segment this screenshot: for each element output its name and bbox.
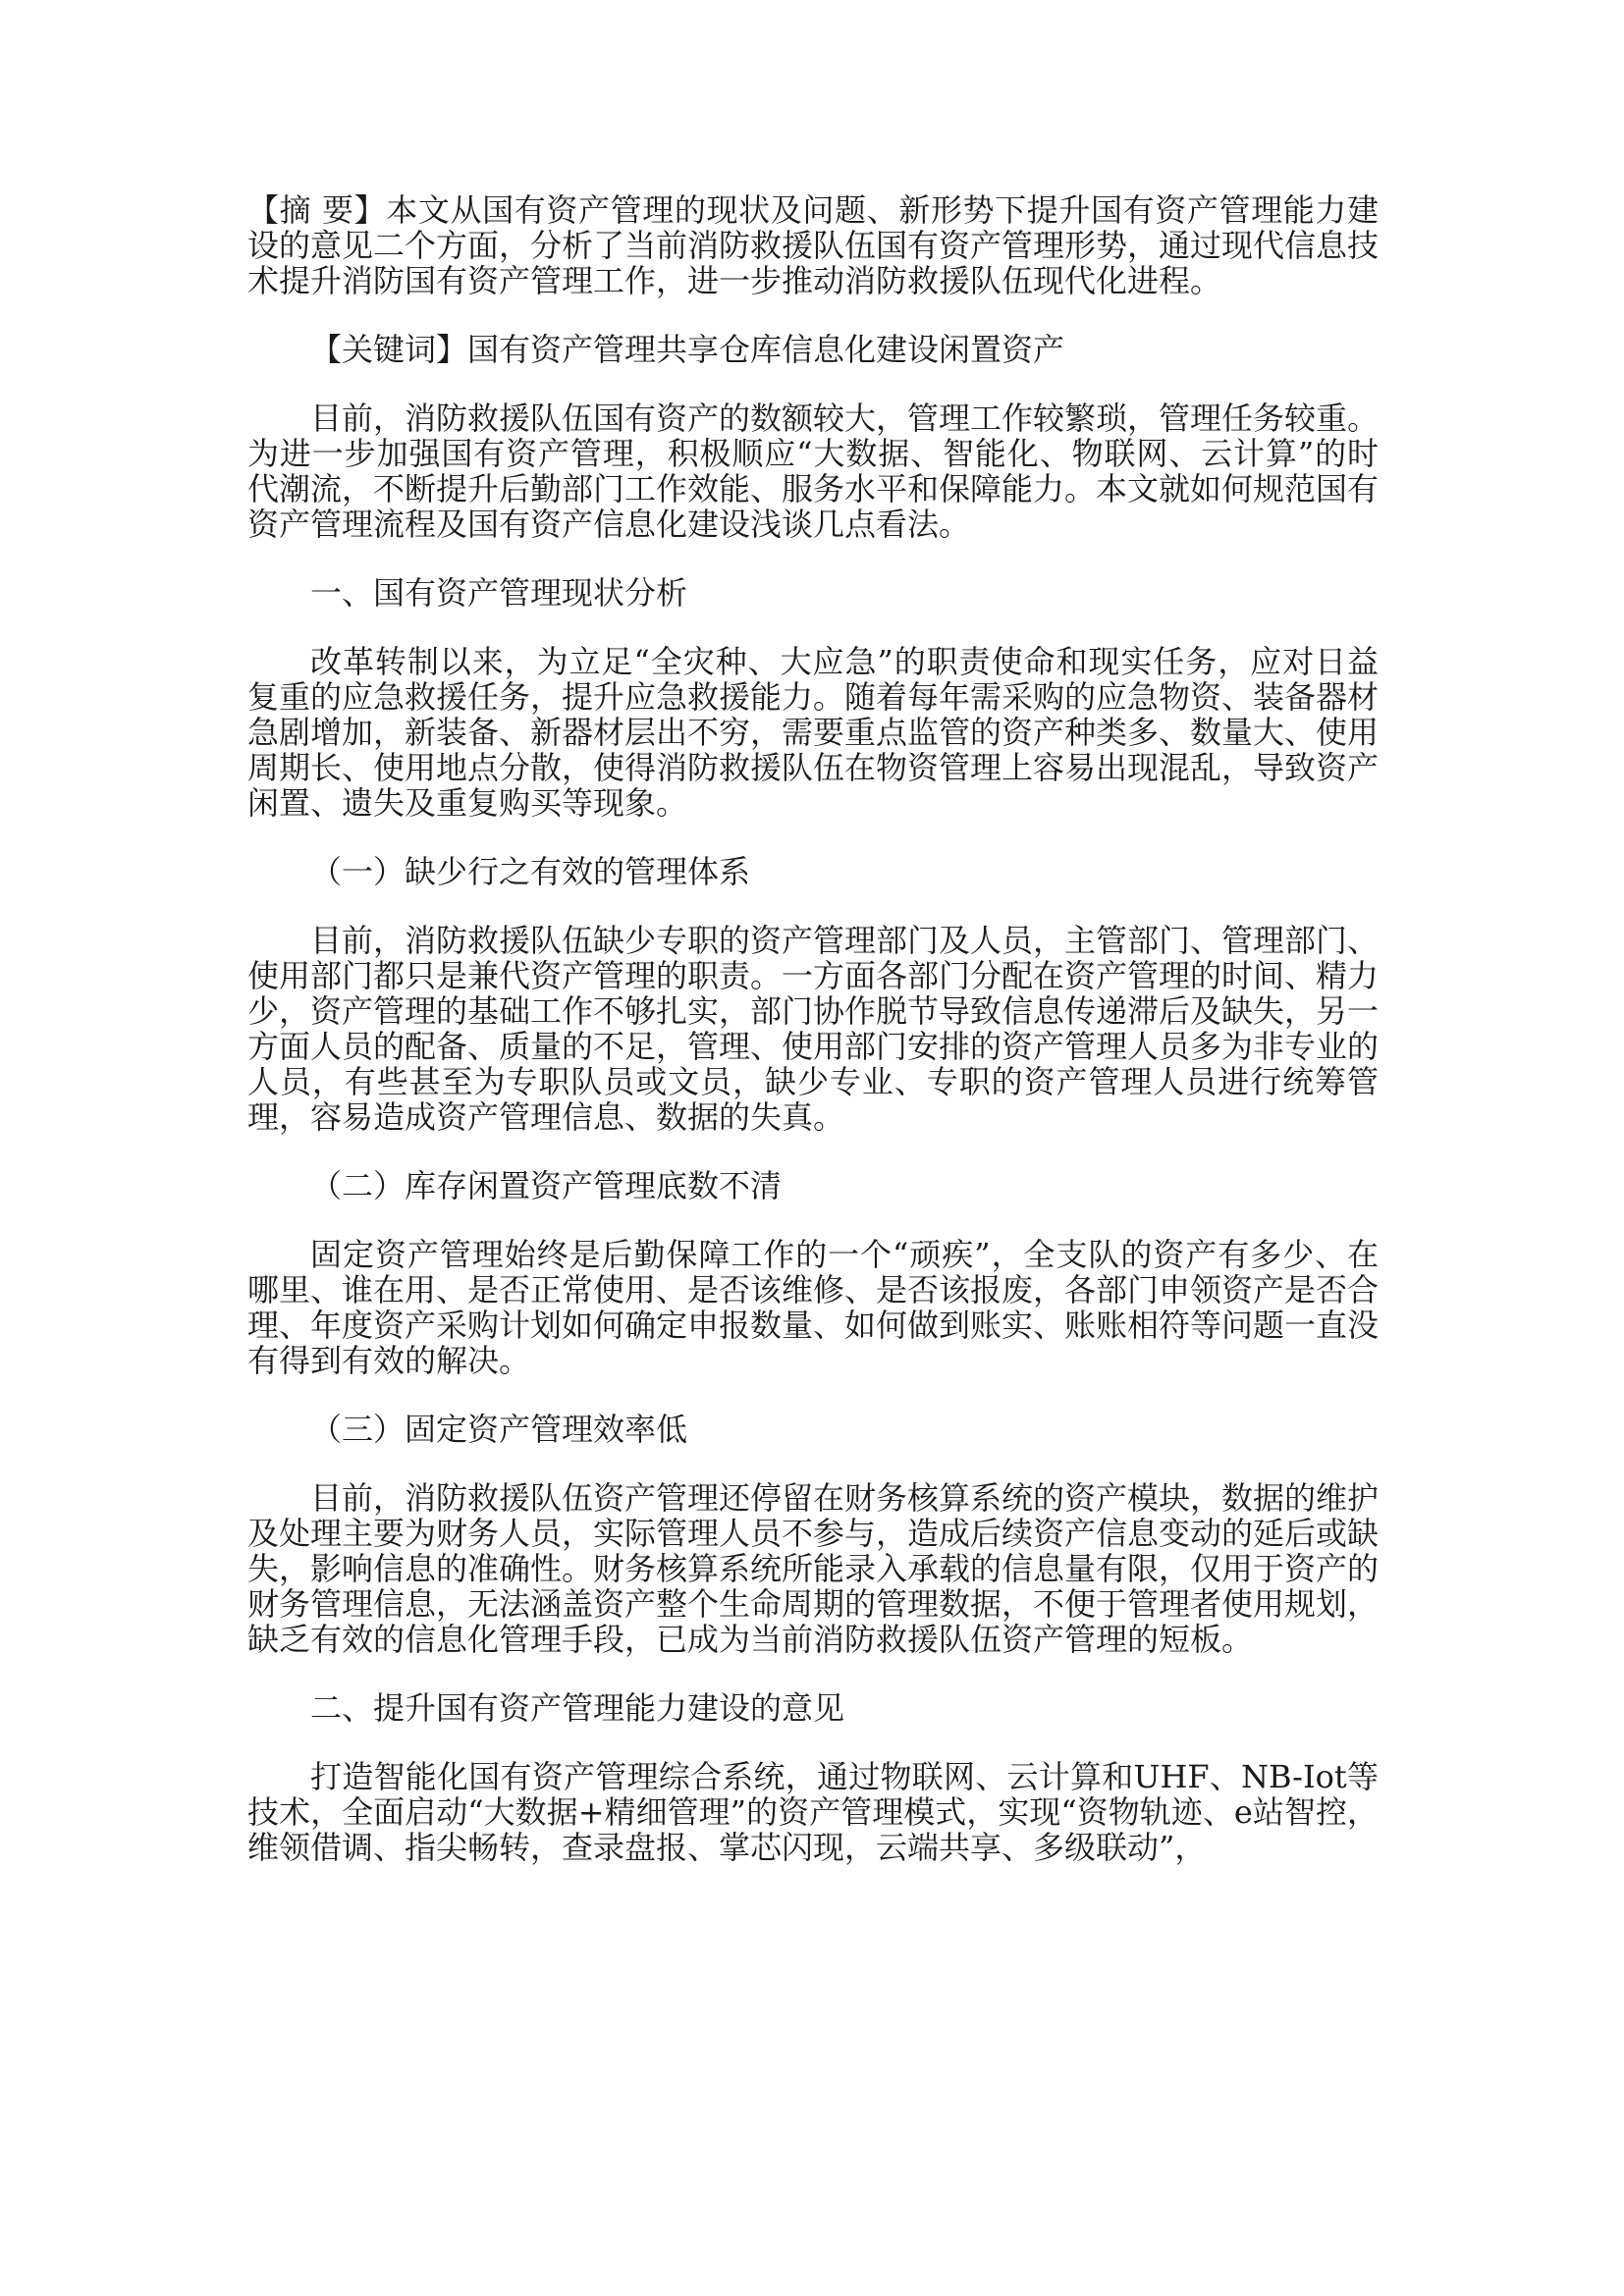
section-2-paragraph: 打造智能化国有资产管理综合系统，通过物联网、云计算和UHF、NB-Iot等技术，全面启动“大数据+精细管理”的资产管理模式，实现“资物轨迹、e站智控，维领借调、指尖畅转，查录盘报、掌芯闪现，云端共享、多级联动”，: [247, 1758, 1379, 1866]
keywords-label: 【关键词】: [310, 331, 468, 368]
subsection-2-paragraph: 固定资产管理始终是后勤保障工作的一个“顽疾”，全支队的资产有多少、在哪里、谁在用、是否正常使用、是否该维修、是否该报废，各部门申领资产是否合理、年度资产采购计划如何确定申报数量、如何做到账实、账账相符等问题一直没有得到有效的解决。: [247, 1236, 1380, 1379]
document-content: [247, 192, 1379, 1898]
subsection-2-heading: （二）库存闲置资产管理底数不清: [310, 1167, 783, 1204]
section-1-heading: 一、国有资产管理现状分析: [310, 574, 688, 612]
keywords-text: 国有资产管理共享仓库信息化建设闲置资产: [467, 331, 1065, 368]
section-1-paragraph: 改革转制以来，为立足“全灾种、大应急”的职责使命和现实任务，应对日益复重的应急救援任务，提升应急救援能力。随着每年需采购的应急物资、装备器材急剧增加，新装备、新器材层出不穷，需要重点监管的资产种类多、数量大、使用周期长、使用地点分散，使得消防救援队伍在物资管理上容易出现混乱，导致资产闲置、遗失及重复购买等现象。: [247, 643, 1380, 822]
abstract-text: 本文从国有资产管理的现状及问题、新形势下提升国有资产管理能力建设的意见二个方面，分析了当前消防救援队伍国有资产管理形势，通过现代信息技术提升消防国有资产管理工作，进一步推动消防救援队伍现代化进程。: [247, 191, 1380, 299]
abstract-paragraph: [247, 192, 1379, 298]
subsection-1-heading: （一）缺少行之有效的管理体系: [310, 853, 751, 890]
subsection-3-paragraph: 目前，消防救援队伍资产管理还停留在财务核算系统的资产模块，数据的维护及处理主要为财务人员，实际管理人员不参与，造成后续资产信息变动的延后或缺失，影响信息的准确性。财务核算系统所能录入承载的信息量有限，仅用于资产的财务管理信息，无法涵盖资产整个生命周期的管理数据，不便于管理者使用规划，缺乏有效的信息化管理手段，已成为当前消防救援队伍资产管理的短板。: [247, 1479, 1380, 1658]
intro-paragraph: 目前，消防救援队伍国有资产的数额较大，管理工作较繁琐，管理任务较重。为进一步加强国有资产管理，积极顺应“大数据、智能化、物联网、云计算”的时代潮流，不断提升后勤部门工作效能、服务水平和保障能力。本文就如何规范国有资产管理流程及国有资产信息化建设浅谈几点看法。: [247, 400, 1380, 543]
keywords-paragraph: [247, 332, 1379, 367]
subsection-1-paragraph: 目前，消防救援队伍缺少专职的资产管理部门及人员，主管部门、管理部门、使用部门都只是兼代资产管理的职责。一方面各部门分配在资产管理的时间、精力少，资产管理的基础工作不够扎实，部门协作脱节导致信息传递滞后及缺失，另一方面人员的配备、质量的不足，管理、使用部门安排的资产管理人员多为非专业的人员，有些甚至为专职队员或文员，缺少专业、专职的资产管理人员进行统筹管理，容易造成资产管理信息、数据的失真。: [247, 922, 1380, 1136]
section-2-heading: 二、提升国有资产管理能力建设的意见: [310, 1689, 845, 1727]
abstract-label: 【摘 要】: [247, 191, 387, 229]
subsection-3-heading: （三）固定资产管理效率低: [310, 1411, 688, 1448]
